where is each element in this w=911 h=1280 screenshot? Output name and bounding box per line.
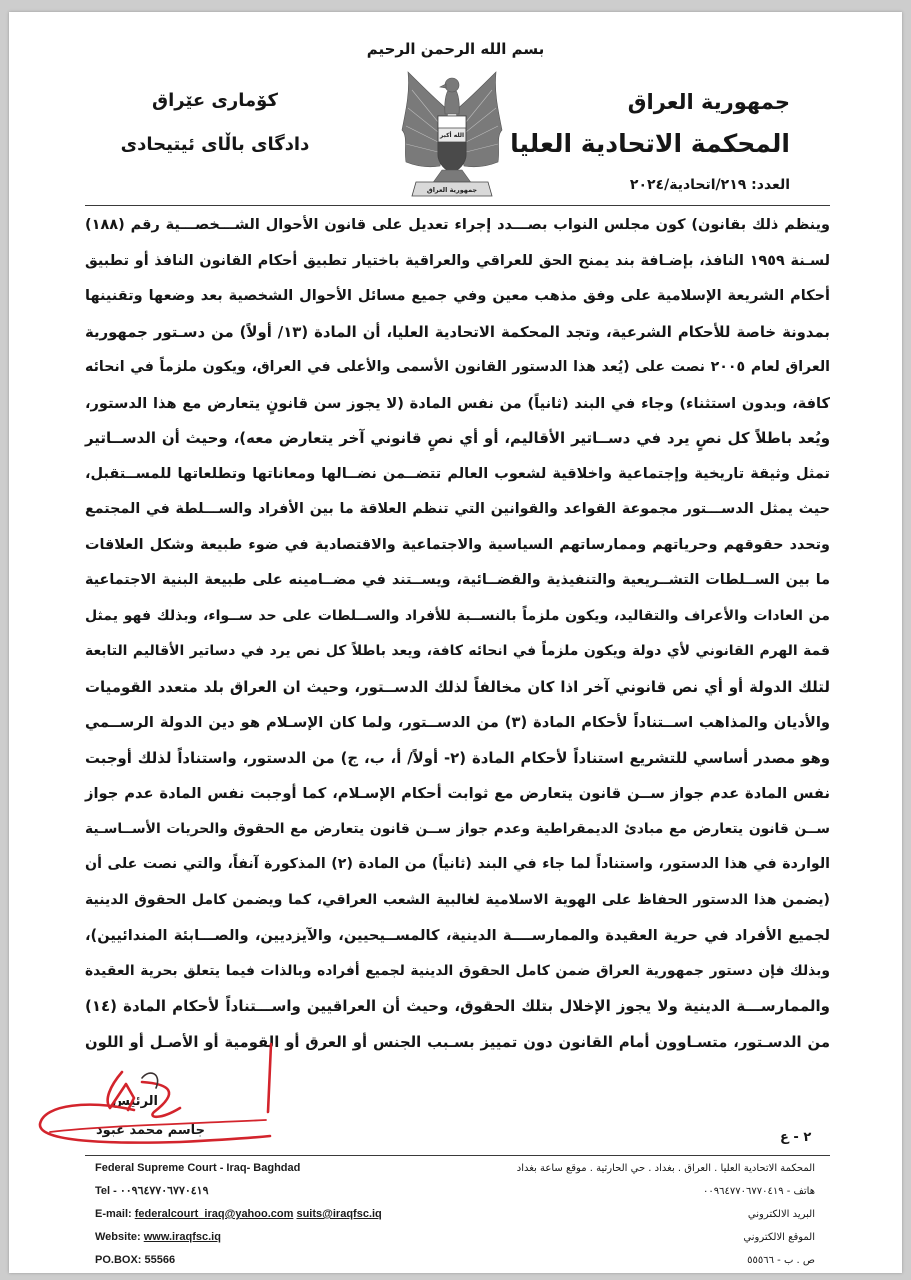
emblem-banner-text: جمهورية العراق [426,186,478,194]
body-line [85,847,830,883]
emblem-shield-text: الله أكبر [439,132,465,139]
body-line-text: العراق لعام ٢٠٠٥ نصت على (يُعد هذا الدستور القانون الأسمى والأعلى في العراق، ويكون ملزماً في انحائه [85,359,831,375]
footer-divider [85,1155,830,1156]
body-line [85,918,830,954]
body-line-text: لتلك الدولة أو أي نص قانوني آخر اذا كان مخالفاً لذلك الدســتور، وحيث ان العراق بلد متعدد القوميات [85,677,830,696]
body-line [85,599,830,635]
body-line-text: كافة، وبدون استثناء) وجاء في البند (ثانياً) من نفس المادة (لا يجوز سن قانونٍ يتعارض مع هذا الدستور، [85,394,830,412]
footer-tel-number: ٠٠٩٦٤٧٧٠٦٧٧٠٤١٩ [119,1185,209,1197]
body-line [85,812,830,848]
footer-website [95,1228,382,1251]
body-line [85,954,830,990]
eagle-head [445,78,459,92]
court-name-kurdish: دادگای باڵای ئیتیحادی [120,134,310,155]
footer-arabic [517,1159,815,1274]
shield-top-band [438,116,466,128]
body-line-text: تمثل وثيقة تاريخية وإجتماعية واخلاقية لشعوب العالم تتضــمن نضــالها ومعاناتها وتطلعاتها للمســتقبل، [85,465,830,482]
body-line-text: لسـنة ١٩٥٩ النافذ، بإضـافة بند يمنح الحق للعراقي والعراقية باختيار تطبيق أحكام القانون النافذ أو تطبيق [85,252,830,269]
body-line-text: الواردة في هذا الدستور، واستناداً لما جاء في البند (ثانياً) من المادة (٢) المذكورة آنفاً، والتي نصت على أن [85,856,831,872]
case-number: العدد: ٢١٩/اتحادية/٢٠٢٤ [629,177,790,193]
body-line-text: لجميع الأفراد في حرية العقيدة والممارســــة الدينية، كالمســيحيين، والآيزديين، والصـــابئة المندائيين)، [85,927,830,944]
body-line [85,670,830,706]
footer-email-secondary: suits@iraqfsc.iq [296,1208,382,1220]
body-line [85,457,830,493]
body-line-text: ســن قانون يتعارض مع مبادئ الديمقراطية وعدم جواز ســن قانون يتعارض مع الحقوق والحريات الأســاسـية [85,820,830,837]
footer-pobox: PO.BOX: 55566 [95,1254,176,1266]
body-line [85,492,830,528]
body-line-text: وبذلك فإن دستور جمهورية العراق ضمن كامل الحقوق الدينية لجميع أفراده وبالذات فيما يتعلق بحرية العقيدة [85,962,830,979]
body-line-text: (يضمن هذا الدستور الحفاظ على الهوية الاسلامية لغالبية الشعب العراقي، كما ويضمن كامل الحقوق الدينية [85,891,830,908]
footer-email-label-arabic: البريد الالكتروني [747,1209,815,1220]
body-line-text: وتحدد حقوقهم وحرياتهم وممارساتهم السياسية والاجتماعية والاقتصادية في ضوء طبيعة وشكل العلاقات [85,536,830,553]
footer-pobox-arabic: ص . ب - ٥٥٥٦٦ [747,1255,815,1266]
body-line [85,883,830,919]
footer-email-label: E-mail: [95,1208,135,1220]
body-line-text: وهو مصدر أساسي للتشريع استناداً لأحكام المادة (٢- أولاً/ أ، ب، ج) من الدستور، واستناداً لذلك أوجبت [85,748,830,767]
header-arabic [510,84,790,198]
country-name-arabic: جمهورية العراق [627,90,790,114]
body-line-text: أحكام الشريعة الإسلامية على وفق مذهب معين وفي جميع مسائل الأحوال الشخصية بعد وضعها وتقنينها [85,288,830,304]
body-line [85,386,830,422]
footer-email-primary: federalcourt_iraq@yahoo.com [134,1208,294,1220]
basmala: بسم الله الرحمن الرحيم [366,40,545,58]
body-line [85,208,830,244]
body-line-text: والممارســـة الدينية ولا يجوز الإخلال بتلك الحقوق، وحيث أن العراقيين واســـتناداً لأحكام المادة (١٤) [85,997,830,1015]
body-line [85,528,830,564]
page-reference: ٢ - ع [780,1130,812,1145]
court-name-arabic: المحكمة الاتحادية العليا [510,129,790,158]
body-line [85,776,830,812]
body-line [85,315,830,351]
body-line-text: من العادات والأعراف والتقاليد، ويكون ملزماً بالنســبة للأفراد والســلطات على حد ســواء، وبذلك فهو يمثل [85,607,830,624]
footer-website-label: Website: [95,1231,144,1243]
eagle-beak [440,84,446,88]
body-line-text: ويُعد باطلاً كل نصٍ يرد في دســاتير الأقاليم، أو أي نصٍ قانوني آخر يتعارض معه)، وحيث أن الدســاتير [85,429,830,447]
footer-email [95,1205,382,1228]
country-name-kurdish: كۆماری عێراق [152,90,278,111]
body-line [85,350,830,386]
body-line [85,421,830,457]
body-line [85,244,830,280]
body-line [85,705,830,741]
footer-website-label-arabic: الموقع الالكتروني [743,1232,815,1243]
body-line [85,563,830,599]
signature-stroke [108,1072,134,1110]
body-line-text: ما بين الســلطات التشــريعية والتنفيذية والقضــائية، ويســتند في مضــامينه على طبيعة البنية الاجتماعية [85,572,830,588]
body-line-text: من الدسـتور، متسـاوون أمام القانون دون تمييز بسـبب الجنس أو العرق أو القومية أو الأصـل أو اللون [85,1033,830,1051]
footer-address-arabic: المحكمة الاتحادية العليا . العراق . بغداد . حي الحارثية . موقع ساعة بغداد [516,1163,815,1174]
signatory-title: الرئيس [112,1094,158,1109]
footer-court-name: Federal Supreme Court - Iraq- Baghdad [95,1162,301,1174]
body-line [85,279,830,315]
body-line-text: نفس المادة عدم جواز ســن قانون يتعارض مع ثوابت أحكام الإسـلام، كما أوجبت نفس المادة عدم جواز [85,785,830,802]
signature-stroke [268,1044,271,1112]
footer-tel-arabic: هاتف - ٠٠٩٦٤٧٧٠٦٧٧٠٤١٩ [703,1186,815,1197]
footer-tel [95,1182,382,1205]
body-line-text: قمة الهرم القانوني لأي دولة ويكون ملزماً في انحائه كافة، ويعد باطلاً كل نص يرد في دساتير الأقاليم التابعة [85,643,830,659]
header-divider [85,205,830,206]
body-line [85,741,830,777]
body-text [85,208,830,1060]
footer-website-url: www.iraqfsc.iq [143,1231,221,1243]
body-line [85,989,830,1025]
header-kurdish [105,86,325,160]
iraq-eagle-emblem-icon [398,70,506,208]
footer-english [95,1159,382,1274]
signature-stroke [50,1120,266,1132]
footer-tel-label: Tel - [95,1185,120,1197]
handwritten-signature [30,1038,290,1163]
body-line-text: بمدونة خاصة للأحكام الشرعية، وتجد المحكمة الاتحادية العليا، أن المادة (١٣/ أولاً) من دسـتور جمهورية [85,322,830,341]
signatory-name: جاسم محمد عبود [96,1123,205,1138]
body-line-text: والأديان والمذاهب اســتناداً لأحكام المادة (٣) من الدســتور، ولما كان الإسـلام هو دين الدولة الرســمي [85,714,830,731]
signature-stroke-dark [142,1073,158,1088]
body-line-text: وينظم ذلك بقانون) كون مجلس النواب بصـــدد إجراء تعديل على قانون الأحوال الشـــخصـــية رقم (١٨٨) [85,217,830,233]
signature-stroke [142,1082,180,1117]
shield-bottom-band [438,142,466,173]
body-line [85,634,830,670]
body-line-text: حيث يمثل الدســـتور مجموعة القواعد والقوانين التي تنظم العلاقة ما بين الأفراد والســـلطة في المجتمع [85,501,830,517]
